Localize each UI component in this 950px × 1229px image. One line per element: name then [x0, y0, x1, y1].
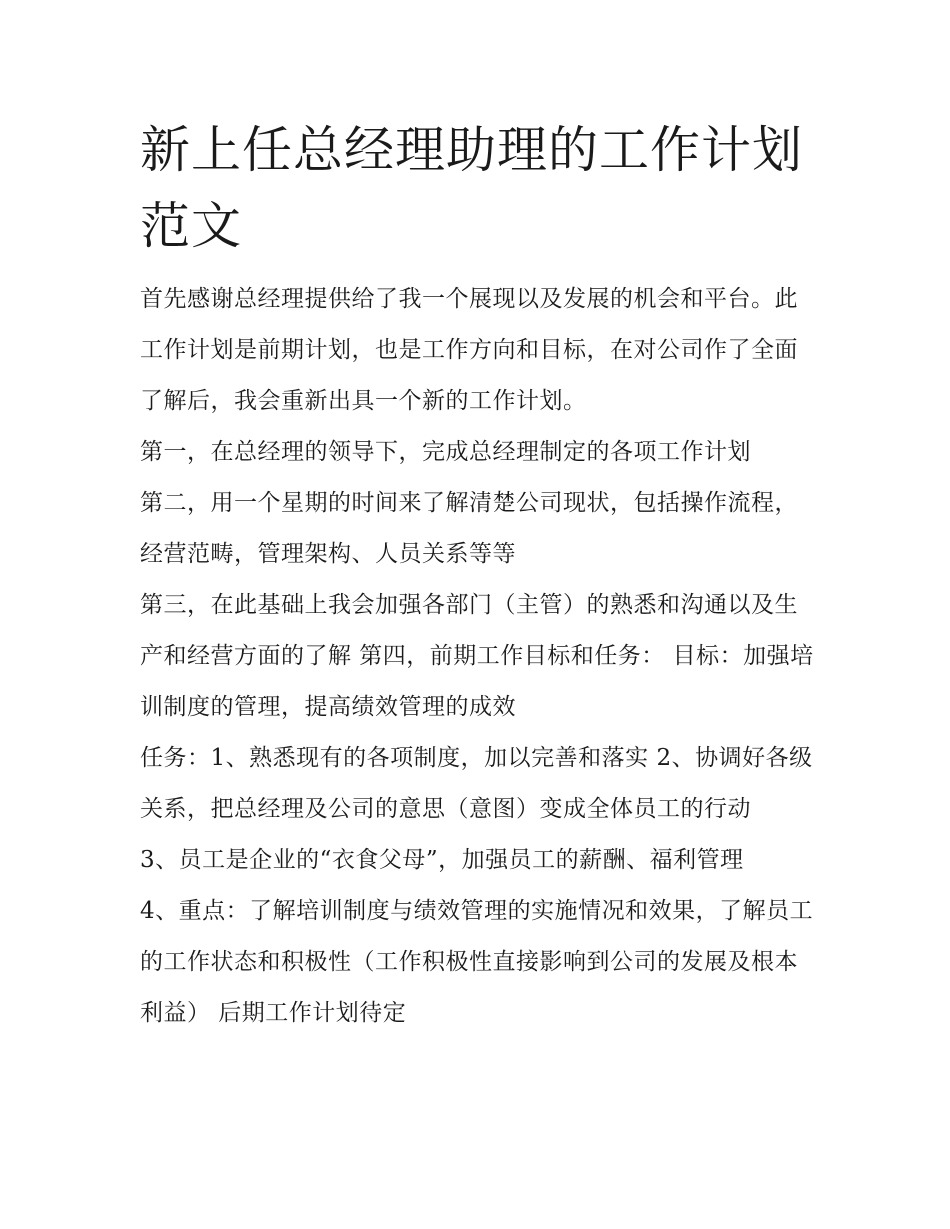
paragraph-third: 第三，在此基础上我会加强各部门（主管）的熟悉和沟通以及生产和经营方面的了解 第四，前期工作目标和任务： 目标：加强培训制度的管理，提高绩效管理的成效 [140, 592, 814, 720]
paragraph-second: 第二，用一个星期的时间来了解清楚公司现状，包括操作流程，经营范畴，管理架构、人员关系等等 [140, 490, 798, 567]
document-page [140, 112, 820, 1039]
paragraph-tasks: 任务：1、熟悉现有的各项制度，加以完善和落实 2、协调好各级关系，把总经理及公司的意思（意图）变成全体员工的行动 [140, 745, 813, 822]
paragraph-task-3: 3、员工是企业的“衣食父母”，加强员工的薪酬、福利管理 [140, 847, 744, 873]
document-title: 新上任总经理助理的工作计划范文 [140, 121, 803, 255]
paragraph-first: 第一，在总经理的领导下，完成总经理制定的各项工作计划 [140, 439, 751, 465]
paragraph-intro: 首先感谢总经理提供给了我一个展现以及发展的机会和平台。此工作计划是前期计划，也是工作方向和目标，在对公司作了全面了解后，我会重新出具一个新的工作计划。 [140, 286, 798, 414]
paragraph-task-4: 4、重点：了解培训制度与绩效管理的实施情况和效果，了解员工的工作状态和积极性（工作积极性直接影响到公司的发展及根本利益） 后期工作计划待定 [140, 898, 814, 1026]
